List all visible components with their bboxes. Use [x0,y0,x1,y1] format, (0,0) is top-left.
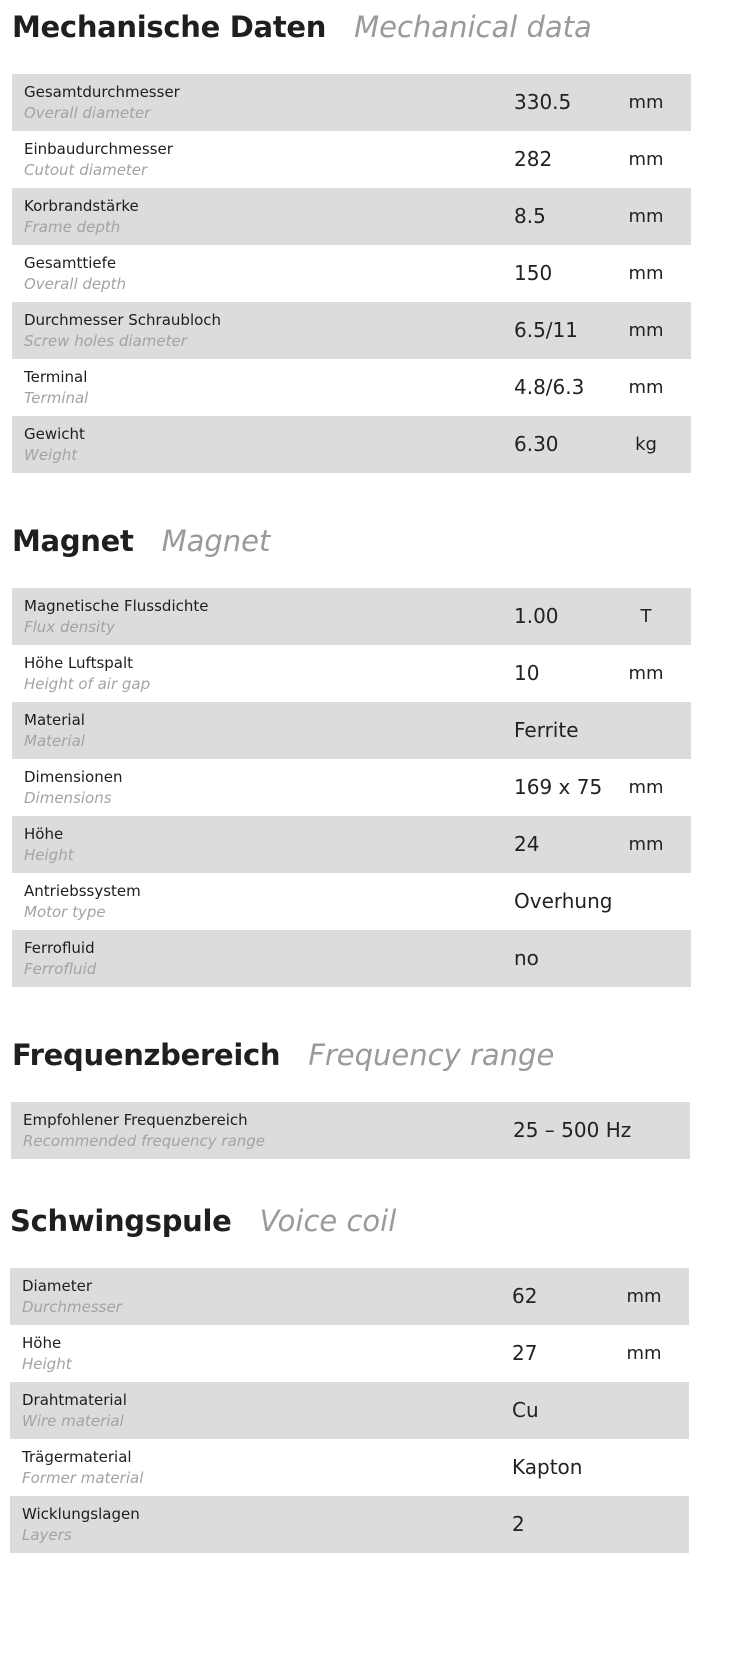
spec-row [12,131,691,188]
label-de: Gesamtdurchmesser [24,83,180,101]
spec-row [12,873,691,930]
label-de: Gewicht [24,425,85,443]
spec-table [12,74,691,473]
section-title-de: Magnet [12,524,134,558]
label-de: Trägermaterial [22,1448,132,1466]
unit: mm [628,263,664,284]
label-de: Empfohlener Frequenzbereich [23,1111,248,1129]
label-de: Durchmesser Schraubloch [24,311,222,329]
label-en: Height [22,1355,72,1373]
value: 330.5 [514,90,572,114]
spec-table [10,1268,689,1553]
label-en: Screw holes diameter [24,332,187,350]
unit: mm [628,92,664,113]
unit: mm [628,320,664,341]
spec-row [11,1102,690,1159]
label-en: Cutout diameter [24,161,148,179]
section-title [12,10,592,50]
spec-row [12,302,691,359]
label-en: Height of air gap [24,675,151,693]
spec-row [12,816,691,873]
section-title-de: Frequenzbereich [12,1038,281,1072]
value: 10 [514,661,540,685]
label-en: Overall depth [24,275,127,293]
value: 25 – 500 Hz [513,1118,632,1142]
section-title-de: Schwingspule [10,1204,232,1238]
spec-row [10,1268,689,1325]
label-de: Höhe [22,1334,62,1352]
label-en: Height [24,846,74,864]
label-en: Overall diameter [24,104,151,122]
value: Kapton [512,1455,583,1479]
label-en: Weight [24,446,78,464]
spec-row [10,1382,689,1439]
value: 27 [512,1341,538,1365]
spec-row [12,702,691,759]
unit: kg [635,434,657,455]
section-title-en: Mechanical data [354,10,592,44]
spec-table [11,1102,690,1159]
label-en: Terminal [24,389,89,407]
value: 62 [512,1284,538,1308]
value: 6.30 [514,432,559,456]
section-title-en: Frequency range [308,1038,555,1072]
value: 8.5 [514,204,546,228]
value: 282 [514,147,553,171]
label-en: Durchmesser [22,1298,122,1316]
label-de: Höhe [24,825,64,843]
label-de: Material [24,711,85,729]
spec-row [10,1325,689,1382]
label-de: Antriebssystem [24,882,141,900]
section-title-en: Voice coil [259,1204,397,1238]
spec-row [12,359,691,416]
label-en: Former material [22,1469,144,1487]
label-en: Recommended frequency range [23,1132,266,1150]
label-de: Korbrandstärke [24,197,139,215]
unit: mm [628,149,664,170]
spec-row [12,74,691,131]
value: no [514,946,539,970]
unit: mm [628,663,664,684]
section-title [10,1204,396,1244]
label-de: Einbaudurchmesser [24,140,173,158]
spec-row [12,930,691,987]
value: 6.5/11 [514,318,578,342]
label-de: Diameter [22,1277,93,1295]
spec-row [12,588,691,645]
spec-table [12,588,691,987]
section-title [12,1038,554,1078]
value: 150 [514,261,553,285]
label-de: Drahtmaterial [22,1391,127,1409]
label-en: Layers [22,1526,72,1544]
label-en: Frame depth [24,218,121,236]
unit: mm [628,206,664,227]
label-de: Wicklungslagen [22,1505,140,1523]
label-de: Magnetische Flussdichte [24,597,209,615]
unit: mm [626,1286,662,1307]
label-en: Wire material [22,1412,124,1430]
spec-row [12,645,691,702]
spec-row [12,416,691,473]
label-en: Material [24,732,85,750]
spec-row [12,188,691,245]
section-title [12,524,270,564]
value: 1.00 [514,604,559,628]
label-en: Dimensions [24,789,112,807]
label-de: Gesamttiefe [24,254,117,272]
label-de: Terminal [24,368,88,386]
section-title-en: Magnet [161,524,271,558]
value: 4.8/6.3 [514,375,585,399]
value: Cu [512,1398,539,1422]
label-en: Ferrofluid [24,960,97,978]
label-en: Flux density [24,618,115,636]
label-de: Ferrofluid [24,939,95,957]
spec-row [12,759,691,816]
unit: mm [628,377,664,398]
label-en: Motor type [24,903,106,921]
value: 2 [512,1512,525,1536]
spec-row [10,1439,689,1496]
section-title-de: Mechanische Daten [12,10,327,44]
value: 169 x 75 [514,775,603,799]
label-de: Dimensionen [24,768,123,786]
unit: T [640,606,652,627]
value: Ferrite [514,718,579,742]
unit: mm [628,777,664,798]
unit: mm [626,1343,662,1364]
value: 24 [514,832,540,856]
unit: mm [628,834,664,855]
value: Overhung [514,889,613,913]
spec-row [12,245,691,302]
label-de: Höhe Luftspalt [24,654,134,672]
spec-row [10,1496,689,1553]
